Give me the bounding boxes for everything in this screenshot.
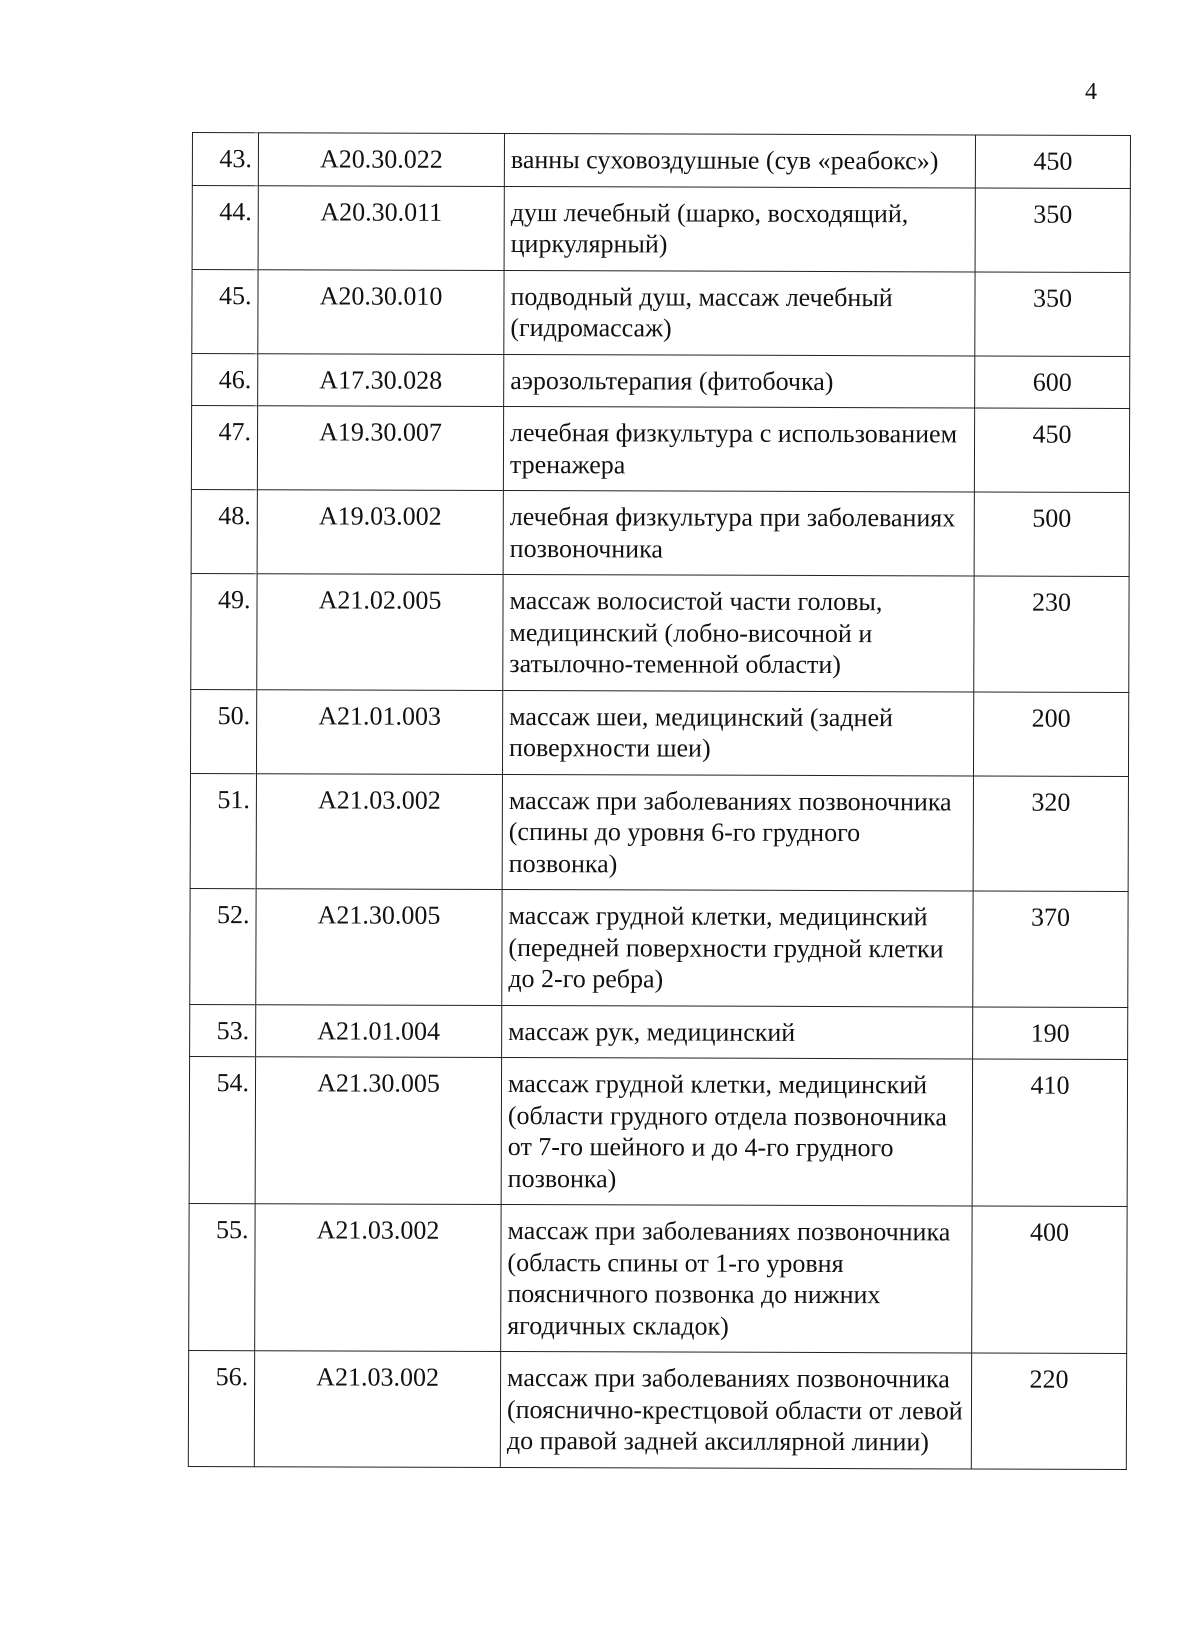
service-price: 320 bbox=[973, 775, 1128, 891]
service-code: A17.30.028 bbox=[258, 353, 504, 406]
table-row bbox=[192, 185, 1130, 272]
service-price: 410 bbox=[972, 1059, 1127, 1206]
service-price: 400 bbox=[972, 1206, 1127, 1353]
table-row bbox=[191, 489, 1129, 576]
service-price: 350 bbox=[975, 187, 1130, 271]
service-code: A19.30.007 bbox=[257, 406, 503, 491]
price-table bbox=[188, 132, 1131, 1469]
service-code: A21.01.004 bbox=[256, 1004, 502, 1057]
service-price: 220 bbox=[971, 1353, 1126, 1469]
service-code: A20.30.011 bbox=[258, 185, 504, 270]
service-name: лечебная физкультура при заболеваниях позвоночника bbox=[503, 490, 974, 575]
table-row bbox=[191, 573, 1129, 691]
table-row bbox=[191, 406, 1129, 493]
service-code: A21.03.002 bbox=[255, 1204, 501, 1352]
row-number: 43. bbox=[192, 133, 258, 186]
service-name: лечебная физкультура с использованием тренажера bbox=[503, 406, 974, 491]
service-code: A21.03.002 bbox=[256, 773, 502, 889]
row-number: 44. bbox=[192, 185, 258, 269]
row-number: 53. bbox=[190, 1004, 256, 1057]
table-row bbox=[188, 1350, 1126, 1468]
service-price: 450 bbox=[975, 135, 1130, 188]
service-price: 370 bbox=[973, 891, 1128, 1007]
table-row bbox=[192, 353, 1130, 408]
service-name: массаж волосистой части головы, медицинский (лобно-височной и затылочно-теменной области) bbox=[503, 574, 974, 691]
service-name: массаж при заболеваниях позвоночника (пояснично-крестцовой области от левой до правой задней аксиллярной линии) bbox=[500, 1351, 971, 1468]
service-price: 600 bbox=[975, 355, 1130, 408]
row-number: 55. bbox=[189, 1203, 255, 1350]
service-name: массаж грудной клетки, медицинский (области грудного отдела позвоночника от 7-го шейного и до 4-го грудного позвонка) bbox=[501, 1057, 972, 1205]
service-code: A21.02.005 bbox=[257, 574, 503, 690]
table-row bbox=[192, 133, 1130, 188]
row-number: 45. bbox=[192, 269, 258, 353]
row-number: 54. bbox=[189, 1056, 255, 1203]
service-code: A21.30.005 bbox=[256, 889, 502, 1005]
service-code: A20.30.010 bbox=[258, 269, 504, 354]
table-row bbox=[190, 888, 1128, 1006]
service-name: душ лечебный (шарко, восходящий, циркулярный) bbox=[504, 186, 975, 271]
service-name: аэрозольтерапия (фитобочка) bbox=[504, 354, 975, 408]
service-name: подводный душ, массаж лечебный (гидромассаж) bbox=[504, 270, 975, 355]
service-price: 350 bbox=[975, 271, 1130, 355]
table-row bbox=[192, 269, 1130, 356]
service-name: массаж рук, медицинский bbox=[502, 1005, 973, 1059]
row-number: 47. bbox=[191, 406, 257, 490]
service-name: массаж при заболеваниях позвоночника (спины до уровня 6-го грудного позвонка) bbox=[502, 774, 973, 891]
table-row bbox=[189, 1203, 1127, 1353]
service-price: 230 bbox=[974, 576, 1129, 692]
service-price: 450 bbox=[974, 408, 1129, 492]
row-number: 51. bbox=[190, 773, 256, 889]
service-name: массаж грудной клетки, медицинский (передней поверхности грудной клетки до 2-го ребра) bbox=[502, 889, 973, 1006]
service-code: A21.01.003 bbox=[256, 689, 502, 774]
table-row bbox=[190, 689, 1128, 776]
table-row bbox=[189, 1056, 1127, 1206]
service-price: 200 bbox=[973, 691, 1128, 775]
service-name: массаж при заболеваниях позвоночника (область спины от 1-го уровня поясничного позвонка до нижних ягодичных складок) bbox=[501, 1204, 972, 1352]
page-number: 4 bbox=[1085, 79, 1097, 105]
service-code: A21.30.005 bbox=[255, 1057, 501, 1205]
service-price: 500 bbox=[974, 492, 1129, 576]
service-name: ванны суховоздушные (сув «реабокс») bbox=[504, 133, 975, 187]
service-code: A21.03.002 bbox=[254, 1351, 500, 1467]
row-number: 49. bbox=[191, 573, 257, 689]
row-number: 48. bbox=[191, 489, 257, 573]
row-number: 52. bbox=[190, 888, 256, 1004]
service-name: массаж шеи, медицинский (задней поверхности шеи) bbox=[502, 690, 973, 775]
row-number: 50. bbox=[190, 689, 256, 773]
table-row bbox=[190, 1004, 1128, 1059]
service-price: 190 bbox=[973, 1006, 1128, 1059]
row-number: 46. bbox=[192, 353, 258, 406]
table-row bbox=[190, 773, 1128, 891]
row-number: 56. bbox=[188, 1350, 254, 1466]
service-code: A20.30.022 bbox=[258, 133, 504, 186]
service-code: A19.03.002 bbox=[257, 490, 503, 575]
